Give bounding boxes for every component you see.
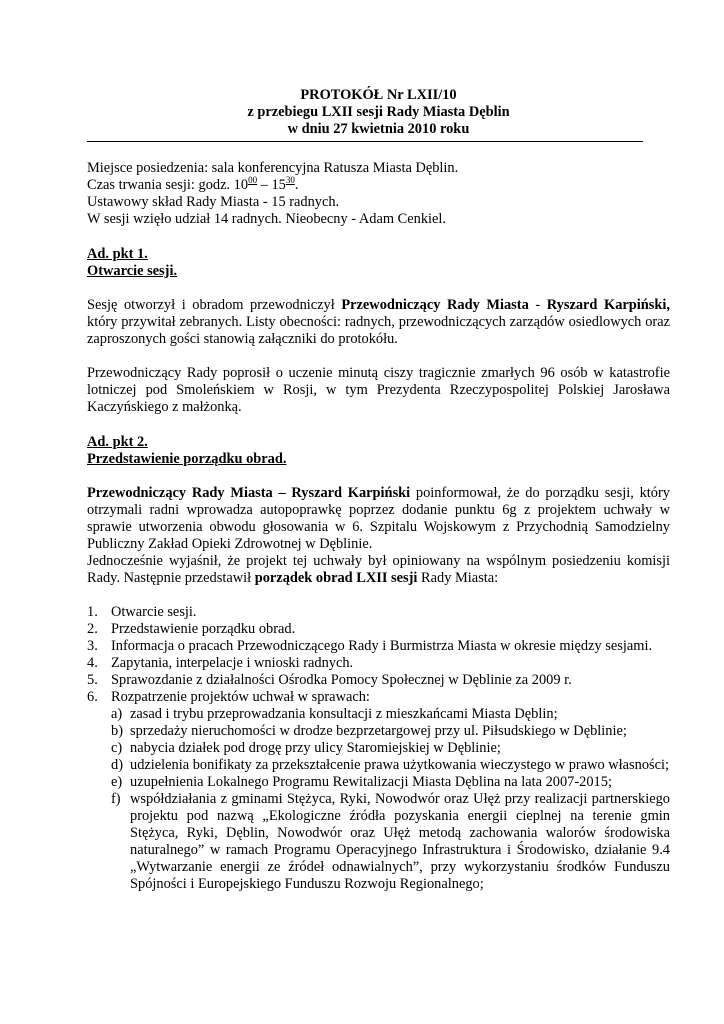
section-1-paragraph-1 [87, 297, 670, 348]
agenda-number: 6. [87, 689, 98, 705]
subagenda-item [111, 791, 670, 893]
duration-mid: – 15 [257, 177, 286, 193]
session-meta [87, 160, 670, 228]
agenda-list [87, 604, 670, 893]
section-1-paragraph-2: Przewodniczący Rady poprosił o uczenie minutą ciszy tragicznie zmarłych 96 osób w katastrofie lotniczej pod Smoleńskiem w Rosji, w tym Prezydenta Rzeczypospolitej Polskiej Jarosława Kaczyńskiego z małżonką. [87, 365, 670, 415]
s1p1-text-e: który przywitał zebranych. Listy obecności: radnych, przewodniczących zarządów osiedlowych oraz zaproszonych gości stanowią załączniki do protokółu. [87, 314, 670, 347]
agenda-text: Zapytania, interpelacje i wnioski radnych. [111, 655, 354, 671]
agenda-number: 2. [87, 621, 98, 637]
agenda-text: Otwarcie sesji. [111, 604, 197, 620]
subagenda-letter: d) [111, 757, 123, 773]
duration-prefix: Czas trwania sesji: godz. 10 [87, 177, 249, 193]
subagenda-text: zasad i trybu przeprowadzania konsultacji z mieszkańcami Miasta Dęblin; [130, 706, 558, 722]
title-line-3: w dniu 27 kwietnia 2010 roku [287, 121, 470, 137]
subagenda-item [111, 757, 670, 774]
agenda-number: 4. [87, 655, 98, 671]
s1p1-text-a: Sesję otworzył i obradom przewodniczył [87, 297, 342, 313]
s2p1-bold-speaker: Przewodniczący Rady Miasta – Ryszard Karpiński [87, 485, 411, 501]
subagenda-item [111, 774, 670, 791]
agenda-item [87, 638, 670, 655]
duration-suffix: . [294, 177, 299, 193]
s1p1-bold-name: Ryszard Karpiński, [546, 297, 670, 313]
meta-place: Miejsce posiedzenia: sala konferencyjna Ratusza Miasta Dęblin. [87, 160, 459, 176]
duration-end-minutes: 30 [285, 175, 295, 185]
title-line-1: PROTOKÓŁ Nr LXII/10 [300, 87, 457, 103]
subagenda-letter: c) [111, 740, 123, 756]
agenda-item [87, 672, 670, 689]
document-page [87, 87, 670, 893]
subagenda-item [111, 740, 670, 757]
section-2-number: Ad. pkt 2. [87, 434, 148, 450]
agenda-text: Rozpatrzenie projektów uchwał w sprawach: [111, 689, 370, 705]
section-1-number: Ad. pkt 1. [87, 246, 148, 262]
s1p1-bold-role: Przewodniczący Rady Miasta [341, 297, 529, 313]
subagenda-text: uzupełnienia Lokalnego Programu Rewitalizacji Miasta Dęblina na lata 2007-2015; [130, 774, 612, 790]
subagenda-text: współdziałania z gminami Stężyca, Ryki, Nowodwór oraz Ułęż przy realizacji partnerskiego projektu pod nazwą „Ekologiczne źródła pozyskania energii cieplnej na terenie gmin Stężyca, Ryki, Dęblin, Nowodwór oraz Ułęż metodą zachowania walorów środowiska naturalnego” w ramach Programu Operacyjnego Infrastruktura i Środowisko, działanie 9.4 „Wytwarzanie energii ze źródeł odnawialnych”, przy wykorzystaniu środków Funduszu Spójności i Europejskiego Funduszu Rozwoju Regionalnego; [130, 791, 670, 892]
section-1-heading [87, 246, 670, 280]
subagenda-letter: e) [111, 774, 123, 790]
section-2-paragraph-1 [87, 485, 670, 553]
meta-composition: Ustawowy skład Rady Miasta - 15 radnych. [87, 194, 340, 210]
agenda-number: 1. [87, 604, 98, 620]
agenda-sublist [111, 706, 670, 893]
meta-duration [87, 177, 670, 194]
duration-start-minutes: 00 [248, 175, 258, 185]
agenda-item [87, 604, 670, 621]
s2p2-text-c: Rady Miasta: [417, 570, 499, 586]
subagenda-letter: f) [111, 791, 121, 807]
agenda-text: Sprawozdanie z działalności Ośrodka Pomocy Społecznej w Dęblinie za 2009 r. [111, 672, 572, 688]
document-title [87, 87, 670, 138]
subagenda-letter: b) [111, 723, 123, 739]
title-divider [87, 141, 643, 142]
s2p2-bold-agenda: porządek obrad LXII sesji [254, 570, 418, 586]
meta-attendance: W sesji wzięło udział 14 radnych. Nieobecny - Adam Cenkiel. [87, 211, 446, 227]
agenda-item [87, 621, 670, 638]
agenda-text: Informacja o pracach Przewodniczącego Rady i Burmistrza Miasta w okresie między sesjami. [111, 638, 653, 654]
agenda-number: 5. [87, 672, 98, 688]
section-2-heading [87, 434, 670, 468]
section-2-paragraph-2 [87, 553, 670, 587]
section-2-title: Przedstawienie porządku obrad. [87, 451, 287, 467]
s2p2-text-a: Jednocześnie wyjaśnił, że projekt tej uchwały był opiniowany na wspólnym posiedzeniu komisji Rady. Następnie przedstawił [87, 553, 670, 586]
s1p1-dash: - [528, 297, 547, 313]
title-line-2: z przebiegu LXII sesji Rady Miasta Dęblin [247, 104, 510, 120]
agenda-item [87, 689, 670, 893]
agenda-number: 3. [87, 638, 98, 654]
agenda-text: Przedstawienie porządku obrad. [111, 621, 296, 637]
subagenda-text: sprzedaży nieruchomości w drodze bezprzetargowej przy ul. Piłsudskiego w Dęblinie; [130, 723, 627, 739]
section-1-title: Otwarcie sesji. [87, 263, 178, 279]
subagenda-text: nabycia działek pod drogę przy ulicy Staromiejskiej w Dęblinie; [130, 740, 501, 756]
subagenda-item [111, 723, 670, 740]
subagenda-item [111, 706, 670, 723]
subagenda-text: udzielenia bonifikaty za przekształcenie prawa użytkowania wieczystego w prawo własności; [130, 757, 670, 773]
agenda-item [87, 655, 670, 672]
s2p1-text: poinformował, że do porządku sesji, który otrzymali radni wprowadza autopoprawkę poprzez dodanie punktu 6g z projektem uchwały w sprawie utworzenia obwodu głosowania w 6. Szpitalu Wojskowym z Przychodnią Samodzielny Publiczny Zakład Opieki Zdrowotnej w Dęblinie. [87, 485, 670, 552]
subagenda-letter: a) [111, 706, 123, 722]
